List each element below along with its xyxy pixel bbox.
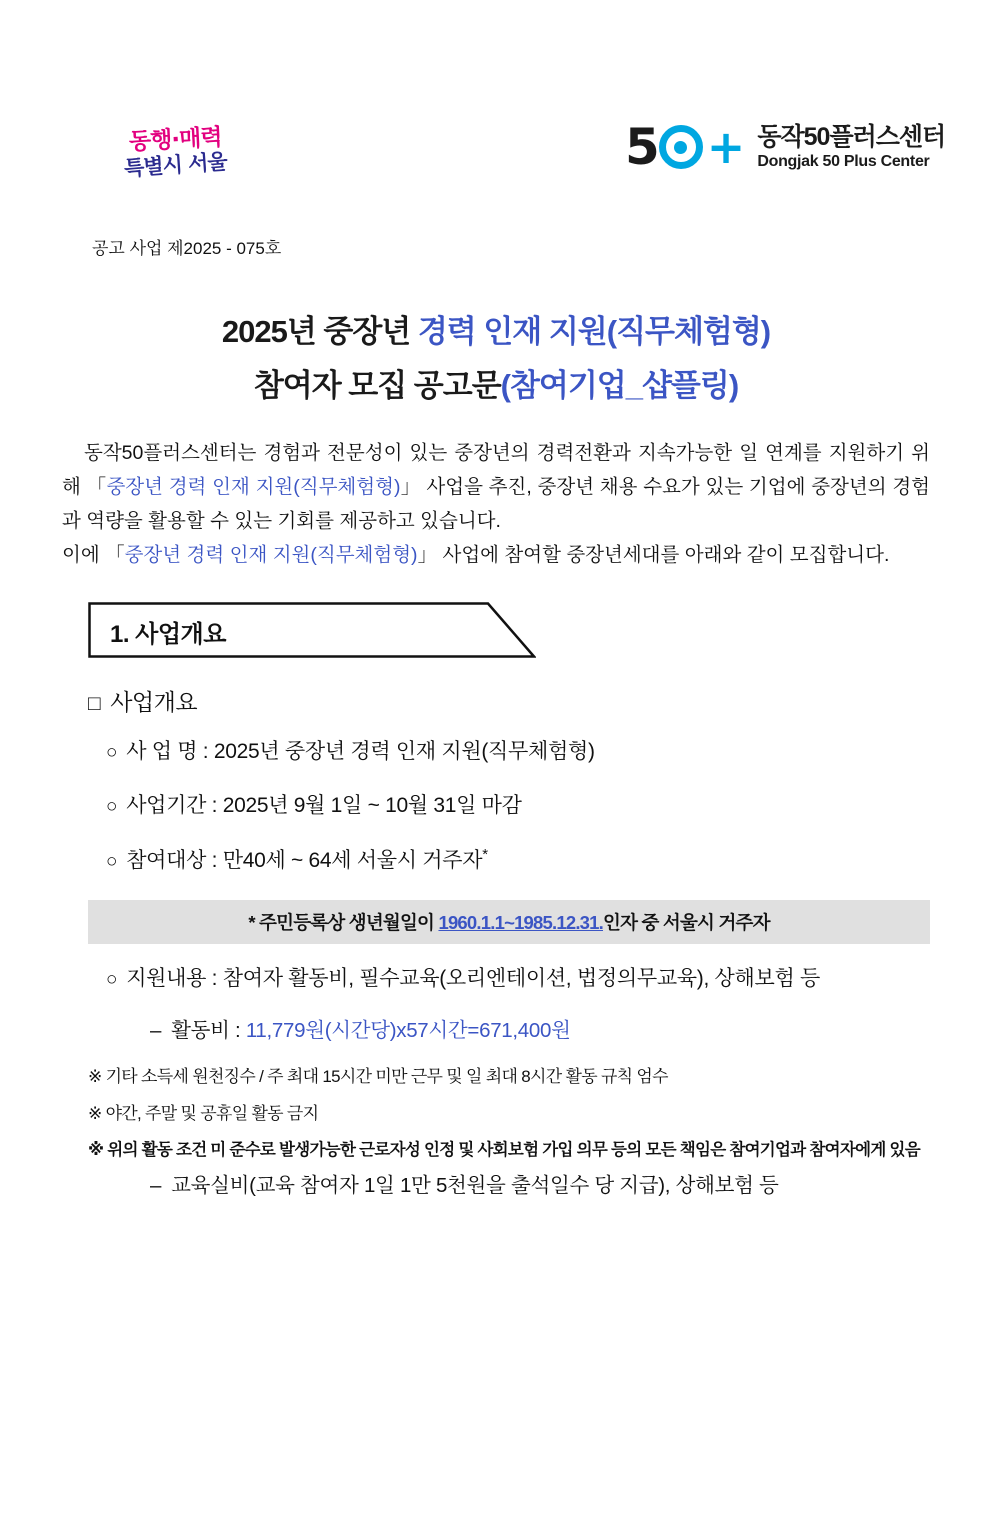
eligibility-note-box <box>88 900 930 944</box>
item-value-1: 2025년 9월 1일 ~ 10월 31일 마감 <box>217 793 522 817</box>
overview-item-period <box>106 791 930 821</box>
section-title: 1. 사업개요 <box>110 621 226 648</box>
item-value-2: 만40세 ~ 64세 서울시 거주자 <box>217 849 483 873</box>
ring-zero-icon <box>659 125 703 169</box>
square-bullet-icon: □ <box>88 692 101 715</box>
dongjak-name-kr: 동작50플러스센터 <box>757 123 946 152</box>
support-body <box>0 964 992 1046</box>
circle-bullet-icon: ○ <box>106 742 118 763</box>
dongjak-logo-text <box>757 122 945 171</box>
item-label-1: 사업기간 : <box>126 793 218 817</box>
note-box-date-range: 1960.1.1~1985.12.31. <box>438 911 603 933</box>
intro-paragraph-1 <box>62 436 930 538</box>
item-label-0: 사 업 명 : <box>126 740 209 763</box>
intro-p2-b: 」 사업에 참여할 중장년세대를 아래와 같이 모집합니다. <box>417 543 890 566</box>
page-title-line1 <box>0 305 992 359</box>
header-logos <box>0 110 992 230</box>
item-footnote-marker: * <box>482 846 488 864</box>
support-sub-activity-fee <box>150 1017 930 1046</box>
item-value-0: 2025년 중장년 경력 인재 지원(직무체험형) <box>208 740 595 763</box>
title-line1-accent: 경력 인재 지원(직무체험형) <box>417 314 771 349</box>
intro-paragraphs <box>62 436 930 573</box>
seoul-logo-line2: 특별시 서울 <box>122 149 228 181</box>
page-title-line2 <box>0 359 992 413</box>
overview-heading-label: 사업개요 <box>110 689 198 715</box>
circle-bullet-icon: ○ <box>106 968 118 990</box>
note-box-prefix: * 주민등록상 생년월일이 <box>248 911 439 933</box>
support-label: 지원내용 : <box>126 966 218 990</box>
title-line1-prefix: 2025년 중장년 <box>221 314 418 349</box>
circle-bullet-icon: ○ <box>106 851 118 873</box>
mark-digit-five: 5 <box>625 118 658 176</box>
note-tax-and-hours: ※ 기타 소득세 원천징수 / 주 최대 15시간 미만 근무 및 일 최대 8시간 활동 규칙 엄수 <box>88 1067 668 1087</box>
education-body <box>0 1172 992 1201</box>
item-label-2: 참여대상 : <box>126 849 218 873</box>
intro-p1-accent: 중장년 경력 인재 지원(직무체험형) <box>106 475 401 498</box>
intro-p1-a: 동작50플러스센터는 경험과 전문성이 있는 중장년의 경력전환과 지속가능한 일 연계를 지원하기 위해 「 <box>62 441 930 498</box>
dongjak-50plus-logo <box>625 118 946 176</box>
intro-p2-a: 이에 「 <box>62 543 125 566</box>
seoul-logo-line1: 동행·매력 <box>128 124 222 156</box>
title-line2-prefix: 참여자 모집 공고문 <box>253 368 501 404</box>
notice-number: 공고 사업 제2025 - 075호 <box>92 239 282 258</box>
dongjak-name-en: Dongjak 50 Plus Center <box>757 153 930 171</box>
overview-heading <box>88 684 930 717</box>
title-line2-accent: (참여기업_샵플링) <box>500 368 739 404</box>
sub-item-amount: 11,779원(시간당)x57시간=671,400원 <box>245 1019 571 1043</box>
overview-item-support <box>106 964 930 994</box>
sub-item-prefix: 활동비 : <box>171 1019 246 1043</box>
education-fee-text: 교육실비(교육 참여자 1일 1만 5천원을 출석일수 당 지급), 상해보험 등 <box>171 1174 779 1198</box>
intro-paragraph-2 <box>62 538 930 572</box>
seoul-city-logo <box>100 124 250 181</box>
note-night-weekend-ban: ※ 야간, 주말 및 공휴일 활동 금지 <box>88 1104 319 1124</box>
section-header-tag <box>88 602 536 658</box>
plus-sign-icon: + <box>706 120 744 174</box>
support-sub-education-fee <box>150 1172 930 1201</box>
note-responsibility: ※ 위의 활동 조건 미 준수로 발생가능한 근로자성 인정 및 사회보험 가입 의무 등의 모든 책임은 참여기업과 참여자에게 있음 <box>88 1141 920 1160</box>
intro-p1-b: 」 사업을 추진, 중장년 채용 수요가 있는 기업에 중장년의 경험과 역량을 활용할 수 있는 기회를 제공하고 있습니다. <box>62 475 930 532</box>
support-value: 참여자 활동비, 필수교육(오리엔테이션, 법정의무교육), 상해보험 등 <box>217 966 821 990</box>
overview-body <box>0 684 992 876</box>
dash-bullet-icon: – <box>150 1019 162 1043</box>
document-page <box>0 110 992 1513</box>
document-title-block <box>0 305 992 414</box>
intro-p2-accent: 중장년 경력 인재 지원(직무체험형) <box>124 543 418 566</box>
fifty-plus-mark-icon <box>625 118 744 176</box>
note-box-suffix: 인자 중 서울시 거주자 <box>603 911 770 933</box>
overview-item-project-name <box>106 737 930 767</box>
dash-bullet-icon: – <box>150 1174 162 1198</box>
circle-bullet-icon: ○ <box>106 795 118 817</box>
overview-item-eligibility <box>106 844 930 876</box>
